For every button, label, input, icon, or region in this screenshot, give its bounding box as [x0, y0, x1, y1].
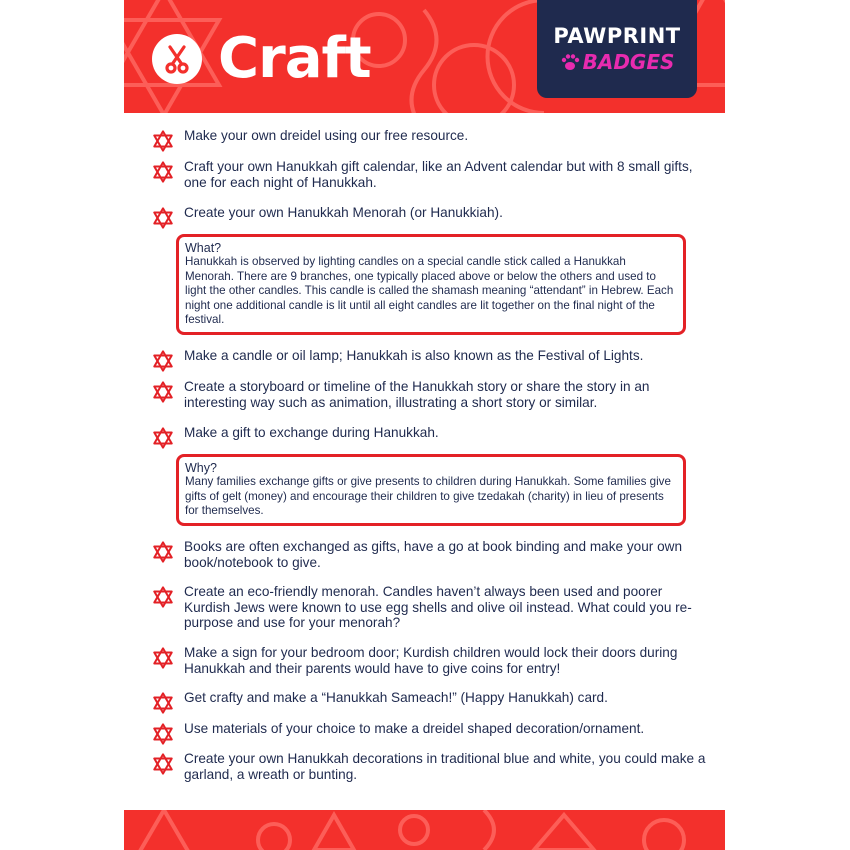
- list-item: [152, 348, 712, 372]
- list-item: [152, 721, 712, 745]
- list-item-text: Make a sign for your bedroom door; Kurdish children would lock their doors during Hanukkah and their parents would have to give coins for entry!: [184, 645, 678, 676]
- star-of-david-icon: [152, 647, 174, 669]
- logo-line-2-group: [560, 50, 675, 74]
- list-item-text: Craft your own Hanukkah gift calendar, like an Advent calendar but with 8 small gifts, one for each night of Hanukkah.: [184, 159, 693, 190]
- star-of-david-icon: [152, 130, 174, 152]
- pawprint-icon: [560, 53, 580, 71]
- worksheet-page: [124, 0, 725, 850]
- list-item: [152, 379, 712, 410]
- list-item: [152, 690, 712, 714]
- star-of-david-icon: [152, 692, 174, 714]
- list-item-text: Get crafty and make a “Hanukkah Sameach!” (Happy Hanukkah) card.: [184, 690, 608, 705]
- star-of-david-icon: [152, 350, 174, 372]
- why-text: Many families exchange gifts or give presents to children during Hanukkah. Some families give gifts of gelt (money) and encourage their children to give tzedakah (charity) in lieu of presents for themselves.: [185, 475, 671, 518]
- why-info-box: [176, 454, 686, 526]
- star-of-david-icon: [152, 541, 174, 563]
- page-title: Craft: [218, 26, 371, 91]
- logo-line-1: PAWPRINT: [553, 24, 681, 48]
- star-of-david-icon: [152, 161, 174, 183]
- list-item-text: Make a gift to exchange during Hanukkah.: [184, 425, 439, 440]
- list-item-text: Create an eco-friendly menorah. Candles haven’t always been used and poorer Kurdish Jews were known to use egg shells and olive oil instead. What could you re-purpose and use for your menorah?: [184, 584, 692, 630]
- scissors-icon: [152, 34, 202, 84]
- star-of-david-icon: [152, 586, 174, 608]
- star-of-david-icon: [152, 381, 174, 403]
- what-heading: What?: [185, 241, 222, 255]
- list-item-text: Make a candle or oil lamp; Hanukkah is also known as the Festival of Lights.: [184, 348, 644, 363]
- footer-decoration: [124, 810, 725, 850]
- star-of-david-icon: [152, 753, 174, 775]
- footer-banner: [124, 810, 725, 850]
- logo-line-2: BADGES: [582, 50, 675, 74]
- list-item: [152, 751, 712, 782]
- star-of-david-icon: [152, 723, 174, 745]
- star-of-david-icon: [152, 207, 174, 229]
- list-item-text: Make your own dreidel using our free resource.: [184, 128, 469, 143]
- what-info-box: [176, 234, 686, 335]
- list-item: [152, 159, 712, 190]
- list-item-text: Use materials of your choice to make a dreidel shaped decoration/ornament.: [184, 721, 645, 736]
- list-item: [152, 645, 712, 676]
- list-item-text: Books are often exchanged as gifts, have a go at book binding and make your own book/notebook to give.: [184, 539, 683, 570]
- title-group: [152, 28, 371, 90]
- list-item: [152, 205, 712, 229]
- list-item: [152, 584, 712, 631]
- what-text: Hanukkah is observed by lighting candles on a special candle stick called a Hanukkah Menorah. There are 9 branches, one typically placed above or below the others and used to light the other candles. This candle is called the shamash meaning “attendant” in Hebrew. Each night one additional candle is lit until all eight candles are lit together on the final night of the festival.: [185, 255, 674, 327]
- pawprint-badges-logo: [537, 0, 697, 98]
- list-item-text: Create a storyboard or timeline of the Hanukkah story or share the story in an interesting way such as animation, illustrating a short story or similar.: [184, 379, 650, 410]
- list-item-text: Create your own Hanukkah Menorah (or Hanukkiah).: [184, 205, 503, 220]
- list-item: [152, 539, 712, 570]
- header-banner: [124, 0, 725, 113]
- list-item: [152, 128, 712, 152]
- why-heading: Why?: [185, 461, 217, 475]
- list-item: [152, 425, 712, 449]
- star-of-david-icon: [152, 427, 174, 449]
- list-item-text: Create your own Hanukkah decorations in traditional blue and white, you could make a garland, a wreath or bunting.: [184, 751, 706, 782]
